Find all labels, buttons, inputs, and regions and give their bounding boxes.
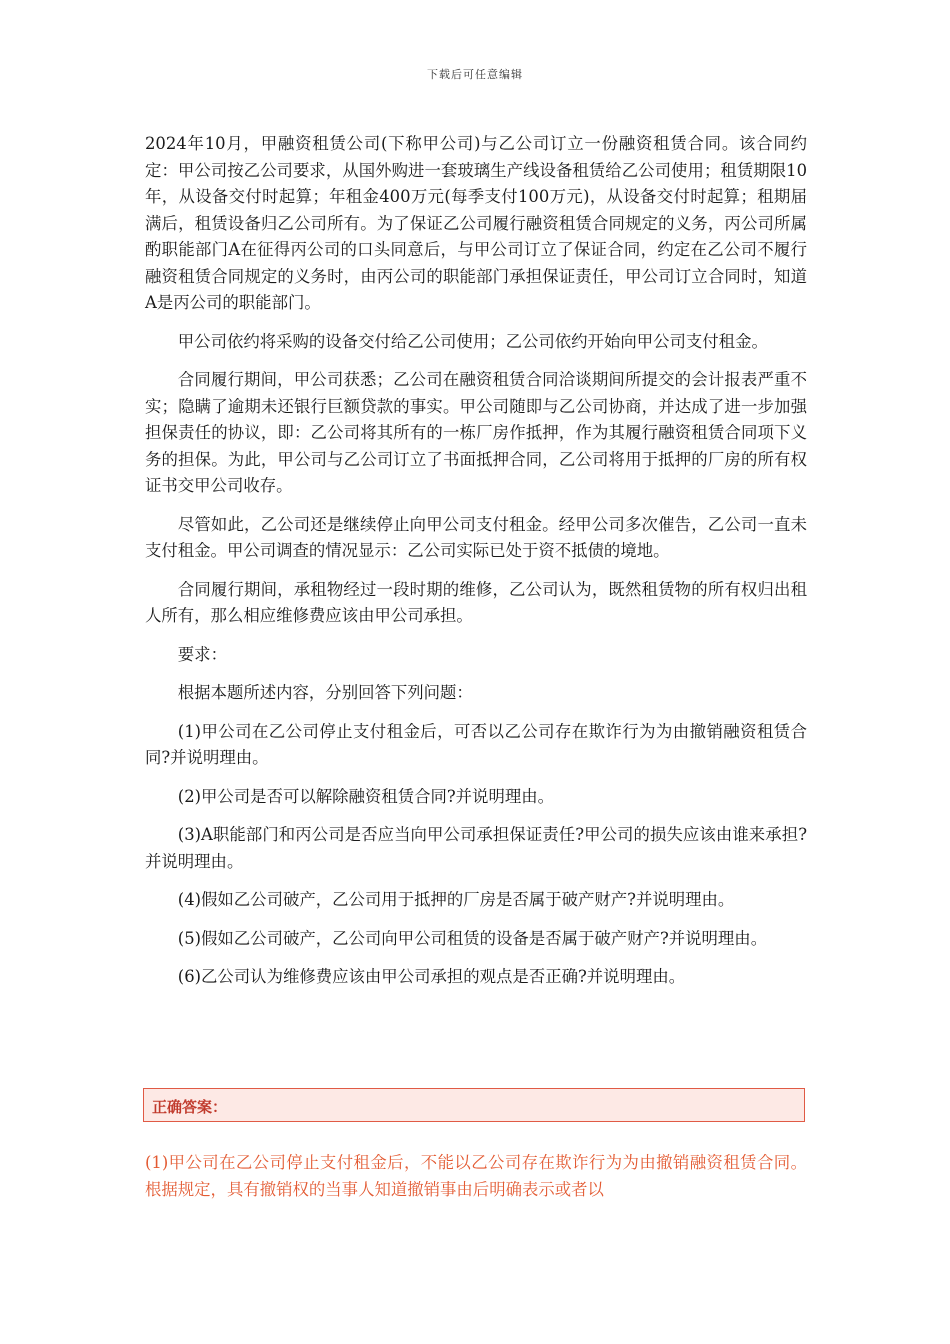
case-paragraph-2: 甲公司依约将采购的设备交付给乙公司使用；乙公司依约开始向甲公司支付租金。 [177,331,768,351]
requirements-heading: 要求： [177,644,227,664]
requirements-intro: 根据本题所述内容，分别回答下列问题： [177,683,473,702]
question-5: (5)假如乙公司破产，乙公司向甲公司租赁的设备是否属于破产财产?并说明理由。 [177,928,768,948]
answer-header-box [143,1088,805,1122]
question-6: (6)乙公司认为维修费应该由甲公司承担的观点是否正确?并说明理由。 [177,967,686,986]
question-1: (1)甲公司在乙公司停止支付租金后，可否以乙公司存在欺诈行为为由撤销融资租赁合同?并说明理由。 [145,721,807,767]
question-3: (3)A职能部门和丙公司是否应当向甲公司承担保证责任?甲公司的损失应该由谁来承担?并说明理由。 [145,825,807,871]
case-paragraph-4: 尽管如此，乙公司还是继续停止向甲公司支付租金。经甲公司多次催告，乙公司一直未支付租金。甲公司调查的情况显示：乙公司实际已处于资不抵债的境地。 [145,514,807,560]
case-paragraph-3: 合同履行期间，甲公司获悉；乙公司在融资租赁合同洽谈期间所提交的会计报表严重不实；隐瞒了逾期未还银行巨额贷款的事实。甲公司随即与乙公司协商，并达成了进一步加强担保责任的协议，即：乙公司将其所有的一栋厂房作抵押，作为其履行融资租赁合同项下义务的担保。为此，甲公司与乙公司订立了书面抵押合同，乙公司将用于抵押的厂房的所有权证书交甲公司收存。 [145,370,807,495]
answer-text: (1)甲公司在乙公司停止支付租金后，不能以乙公司存在欺诈行为为由撤销融资租赁合同。根据规定，具有撤销权的当事人知道撤销事由后明确表示或者以 [145,1153,807,1199]
question-2: (2)甲公司是否可以解除融资租赁合同?并说明理由。 [177,786,555,806]
case-paragraph-5: 合同履行期间，承租物经过一段时期的维修，乙公司认为，既然租赁物的所有权归出租人所有，那么相应维修费应该由甲公司承担。 [145,579,807,625]
case-paragraph-1: 2024年10月，甲融资租赁公司(下称甲公司)与乙公司订立一份融资租赁合同。该合同约定：甲公司按乙公司要求，从国外购进一套玻璃生产线设备租赁给乙公司使用；租赁期限10年，从设备交付时起算；年租金400万元(每季支付100万元)，从设备交付时起算；租期届满后，租赁设备归乙公司所有。为了保证乙公司履行融资租赁合同规定的义务，丙公司所属酌职能部门A在征得丙公司的口头同意后，与甲公司订立了保证合同，约定在乙公司不履行融资租赁合同规定的义务时，由丙公司的职能部门承担保证责任，甲公司订立合同时，知道A是丙公司的职能部门。 [145,134,807,312]
question-body [145,131,807,1003]
answer-label: 正确答案： [152,1098,228,1116]
question-4: (4)假如乙公司破产，乙公司用于抵押的厂房是否属于破产财产?并说明理由。 [177,890,735,909]
page-header-note: 下载后可任意编辑 [427,68,523,81]
